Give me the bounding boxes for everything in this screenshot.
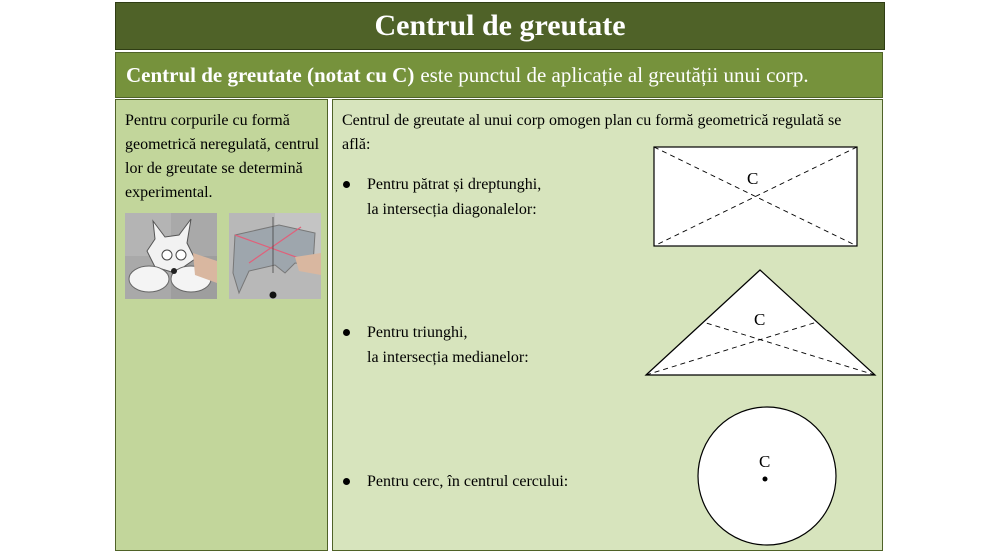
bullet-triangle-line2: la intersecția medianelor: xyxy=(367,349,529,366)
rectangle-diagram xyxy=(653,146,859,248)
bullet-circle xyxy=(343,469,568,494)
bullet-rectangle-line1: Pentru pătrat și dreptunghi, xyxy=(367,176,542,193)
cutout-photo-cat xyxy=(125,213,217,299)
right-panel-intro: Centrul de greutate al unui corp omogen plan cu formă geometrică regulată se află: xyxy=(342,112,842,153)
slide-title xyxy=(115,2,885,50)
left-panel xyxy=(115,99,328,551)
slide xyxy=(115,2,885,553)
definition-rest: este punctul de aplicație al greutății unui corp. xyxy=(420,62,809,87)
circle-diagram xyxy=(696,405,838,547)
circle-center-label: C xyxy=(759,452,771,471)
left-panel-text: Pentru corpurile cu formă geometrică neregulată, centrul lor de greutate se determină experimental. xyxy=(125,112,320,201)
definition-bold: Centrul de greutate (notat cu C) xyxy=(126,62,415,87)
right-panel xyxy=(332,99,883,551)
bullet-rectangle xyxy=(343,172,541,222)
cutout-photo-irregular xyxy=(229,213,321,299)
triangle-diagram xyxy=(644,268,878,378)
title-text: Centrul de greutate xyxy=(374,9,626,42)
bullet-dot-icon xyxy=(343,478,350,485)
bullet-triangle-line1: Pentru triunghi, xyxy=(367,324,468,341)
bullet-triangle xyxy=(343,320,529,370)
circle-center-point xyxy=(763,477,768,482)
bullet-dot-icon xyxy=(343,329,350,336)
triangle-center-label: C xyxy=(754,310,766,329)
rectangle-center-label: C xyxy=(747,169,759,188)
bullet-circle-line1: Pentru cerc, în centrul cercului: xyxy=(367,473,569,490)
irregular-cutout-image xyxy=(229,213,321,299)
cat-cutout-image xyxy=(125,213,217,299)
definition-bar xyxy=(115,52,883,98)
bullet-rectangle-line2: la intersecția diagonalelor: xyxy=(367,201,537,218)
bullet-dot-icon xyxy=(343,181,350,188)
